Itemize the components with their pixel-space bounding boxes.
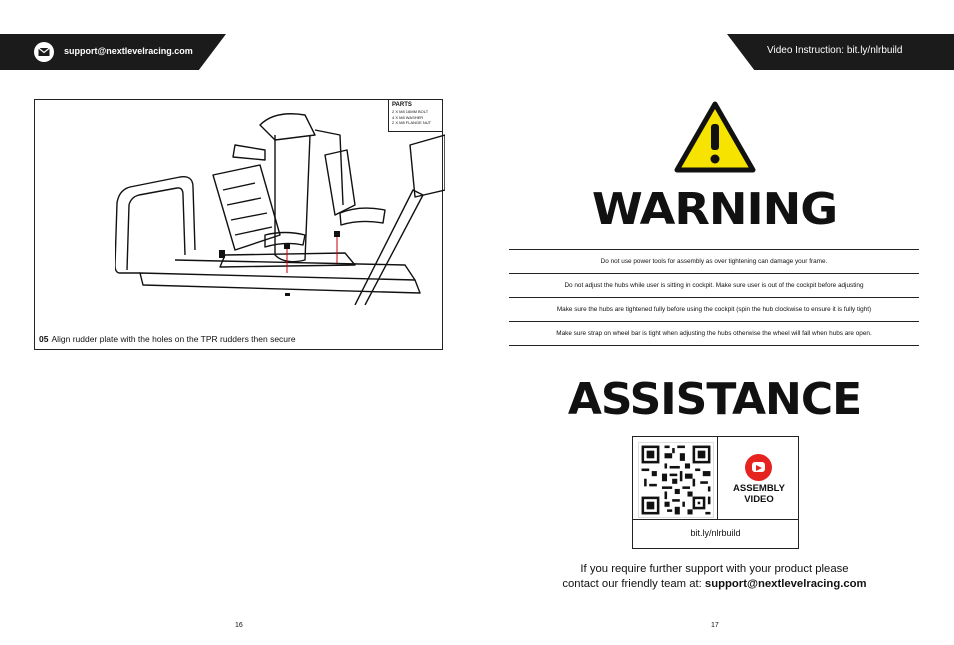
assembly-figure (34, 99, 443, 350)
rudder-assembly-illustration (115, 105, 445, 305)
warning-list (509, 249, 919, 346)
qr-divider (717, 437, 718, 519)
step-text: Align rudder plate with the holes on the TPR rudders then secure (51, 334, 296, 344)
page-number-right: 17 (711, 622, 719, 629)
warning-triangle-icon (673, 100, 757, 174)
qr-card (632, 436, 799, 549)
warning-title: WARNING (591, 184, 838, 235)
warning-item: Do not adjust the hubs while user is sitting in cockpit. Make sure user is out of the cockpit before adjusting (509, 273, 919, 297)
support-line1: If you require further support with your product please (580, 563, 849, 575)
warning-item: Make sure the hubs are tightened fully before using the cockpit (spin the hub clockwise to ensure it is fully tight) (509, 297, 919, 321)
parts-title: PARTS (392, 102, 412, 108)
play-icon (756, 465, 762, 471)
support-line2-prefix: contact our friendly team at: (562, 578, 702, 590)
support-text (510, 562, 919, 592)
parts-list (388, 99, 443, 132)
step-number: 05 (39, 334, 49, 344)
qr-hr (633, 519, 798, 520)
header-video-instruction[interactable]: Video Instruction: bit.ly/nlrbuild (767, 45, 903, 56)
step-caption (39, 334, 296, 344)
warning-item: Do not use power tools for assembly as over tightening can damage your frame. (509, 249, 919, 273)
assembly-video-label (719, 483, 799, 505)
mail-icon (34, 42, 54, 62)
qr-url[interactable]: bit.ly/nlrbuild (690, 528, 741, 538)
assembly-line2: VIDEO (744, 494, 774, 505)
page-number-left: 16 (235, 622, 243, 629)
parts-item: 4 X M8 WASHER (392, 114, 424, 120)
parts-item: 2 X M8 FLANGE NUT (392, 120, 432, 125)
parts-item: 2 X M8 16MM BOLT (392, 109, 429, 114)
header-email[interactable]: support@nextlevelracing.com (64, 46, 193, 56)
qr-code-icon[interactable] (638, 442, 714, 518)
assembly-line1: ASSEMBLY (733, 483, 785, 494)
support-email[interactable]: support@nextlevelracing.com (704, 578, 867, 590)
support-line2 (510, 577, 919, 592)
warning-item: Make sure strap on wheel bar is tight when adjusting the hubs otherwise the wheel will fall when hubs are open. (509, 321, 919, 346)
assistance-title: ASSISTANCE (567, 374, 862, 425)
